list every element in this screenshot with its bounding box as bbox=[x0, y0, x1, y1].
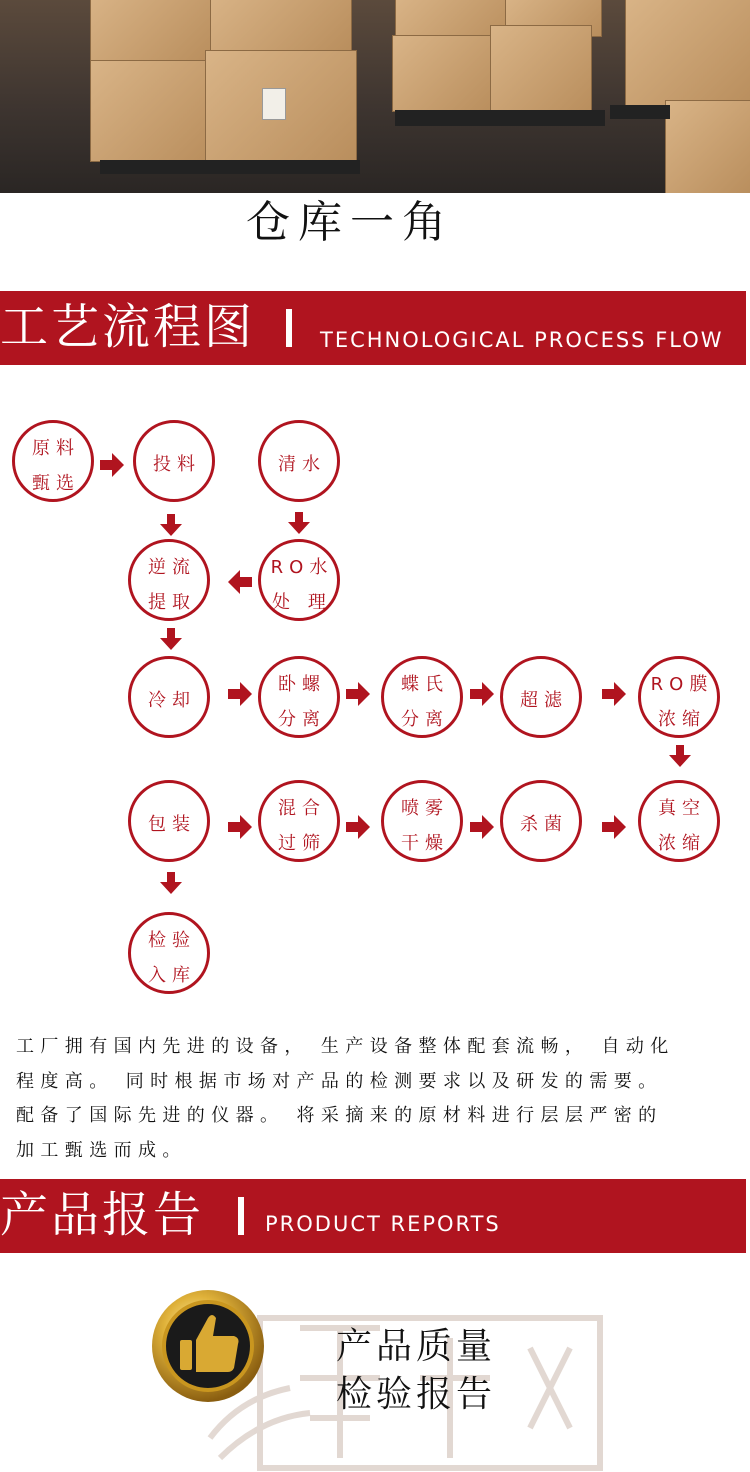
node-label: 过筛 bbox=[278, 833, 326, 854]
arrow-icon bbox=[100, 453, 124, 477]
node-label: 冷却 bbox=[148, 690, 196, 711]
node-label: 入库 bbox=[148, 965, 196, 986]
node-label: 分离 bbox=[401, 709, 449, 730]
node-label: 超滤 bbox=[520, 690, 568, 711]
arrow-icon bbox=[160, 514, 182, 536]
node-label: 投料 bbox=[153, 454, 201, 475]
report-title-line1: 产品质量 bbox=[336, 1326, 497, 1367]
node-label: 分离 bbox=[278, 709, 326, 730]
paragraph-line: 程度高。 同时根据市场对产品的检测要求以及研发的需要。 bbox=[16, 1070, 663, 1092]
arrow-icon bbox=[228, 682, 252, 706]
node-label: 浓缩 bbox=[658, 833, 706, 854]
node-label: 检验 bbox=[148, 930, 196, 951]
banner-title-en: PRODUCT REPORTS bbox=[265, 1212, 501, 1236]
node-label: 甄选 bbox=[32, 473, 80, 494]
node-label: 原料 bbox=[32, 438, 80, 459]
node-label: 真空 bbox=[658, 798, 706, 819]
banner-title-en: TECHNOLOGICAL PROCESS FLOW bbox=[320, 328, 724, 352]
report-title-line2: 检验报告 bbox=[336, 1374, 497, 1415]
node-label: 包装 bbox=[148, 814, 196, 835]
paragraph-line: 加工甄选而成。 bbox=[16, 1139, 187, 1161]
arrow-icon bbox=[160, 628, 182, 650]
node-label: 卧螺 bbox=[278, 674, 326, 695]
photo-caption: 仓库一角 bbox=[246, 197, 454, 248]
arrow-icon bbox=[228, 815, 252, 839]
node-label: 逆流 bbox=[148, 557, 196, 578]
arrow-icon bbox=[346, 682, 370, 706]
arrow-icon bbox=[470, 682, 494, 706]
banner-divider bbox=[238, 1197, 244, 1235]
banner-title-cn: 产品报告 bbox=[0, 1187, 205, 1243]
node-label: 处 理 bbox=[272, 592, 332, 613]
paragraph-line: 配备了国际先进的仪器。 将采摘来的原材料进行层层严密的 bbox=[16, 1105, 663, 1126]
arrow-icon bbox=[602, 682, 626, 706]
node-label: 浓缩 bbox=[658, 709, 706, 730]
node-label: RO膜 bbox=[650, 674, 714, 695]
node-label: 蝶氏 bbox=[401, 674, 449, 695]
arrow-icon bbox=[288, 512, 310, 534]
node-label: 提取 bbox=[148, 592, 196, 613]
arrow-icon bbox=[602, 815, 626, 839]
paragraph-line: 工厂拥有国内先进的设备， 生产设备整体配套流畅， 自动化 bbox=[16, 1036, 675, 1057]
banner-title-cn: 工艺流程图 bbox=[0, 299, 256, 355]
node-label: 清水 bbox=[278, 454, 326, 475]
arrow-icon bbox=[160, 872, 182, 894]
node-label: 干燥 bbox=[401, 833, 449, 854]
node-label: 喷雾 bbox=[401, 798, 449, 819]
node-label: RO水 bbox=[270, 557, 334, 578]
arrow-icon bbox=[470, 815, 494, 839]
arrow-icon bbox=[669, 745, 691, 767]
arrow-icon bbox=[228, 570, 252, 594]
arrow-icon bbox=[346, 815, 370, 839]
product-reports-banner bbox=[0, 1179, 746, 1253]
factory-description bbox=[16, 1030, 736, 1168]
node-label: 混合 bbox=[278, 798, 326, 819]
node-label: 杀菌 bbox=[520, 814, 568, 835]
